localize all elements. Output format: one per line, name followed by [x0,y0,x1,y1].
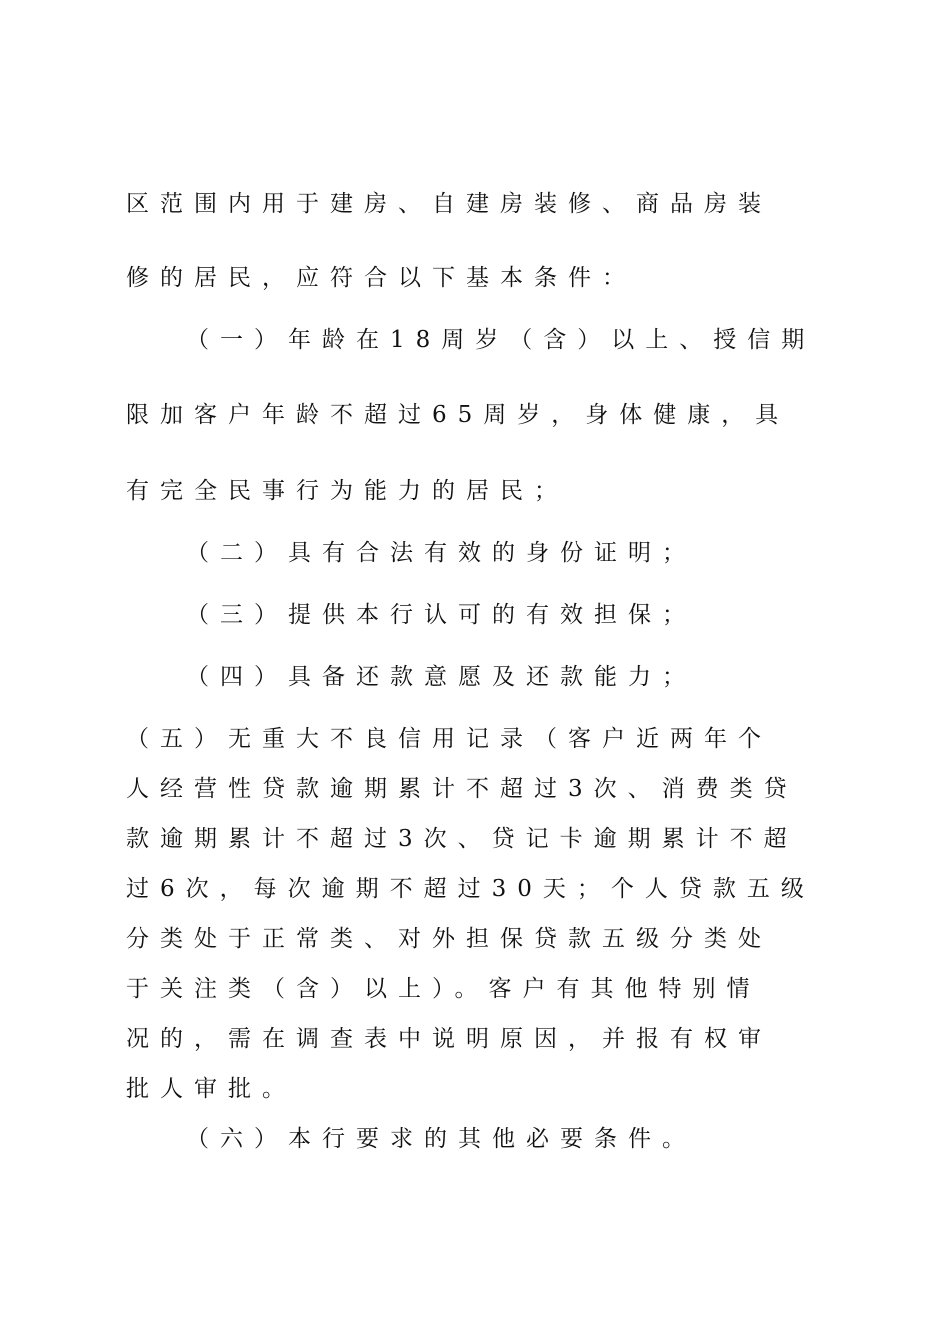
text-line: 人经营性贷款逾期累计不超过3次、消费类贷 [126,776,798,802]
text-line: 款逾期累计不超过3次、贷记卡逾期累计不超 [126,826,798,852]
text-line: 有完全民事行为能力的居民； [126,478,568,504]
text-line: 于关注类（含）以上）。客户有其他特别情 [126,976,761,1002]
text-line: 限加客户年龄不超过65周岁，身体健康，具 [126,402,790,428]
text-line: 区范围内用于建房、自建房装修、商品房装 [126,191,772,217]
condition-item-6: （六）本行要求的其他必要条件。 [186,1126,696,1152]
text-line: 过6次，每次逾期不超过30天；个人贷款五级 [126,876,815,902]
condition-item-2: （二）具有合法有效的身份证明； [186,540,696,566]
condition-item-1: （一）年龄在18周岁（含）以上、授信期 [186,327,816,353]
condition-item-3: （三）提供本行认可的有效担保； [186,602,696,628]
text-line: 况的，需在调查表中说明原因，并报有权审 [126,1026,772,1052]
text-line: 批人审批。 [126,1076,296,1102]
condition-item-5: （五）无重大不良信用记录（客户近两年个 [126,726,772,752]
condition-item-4: （四）具备还款意愿及还款能力； [186,664,696,690]
text-line: 修的居民，应符合以下基本条件： [126,265,636,291]
text-line: 分类处于正常类、对外担保贷款五级分类处 [126,926,772,952]
